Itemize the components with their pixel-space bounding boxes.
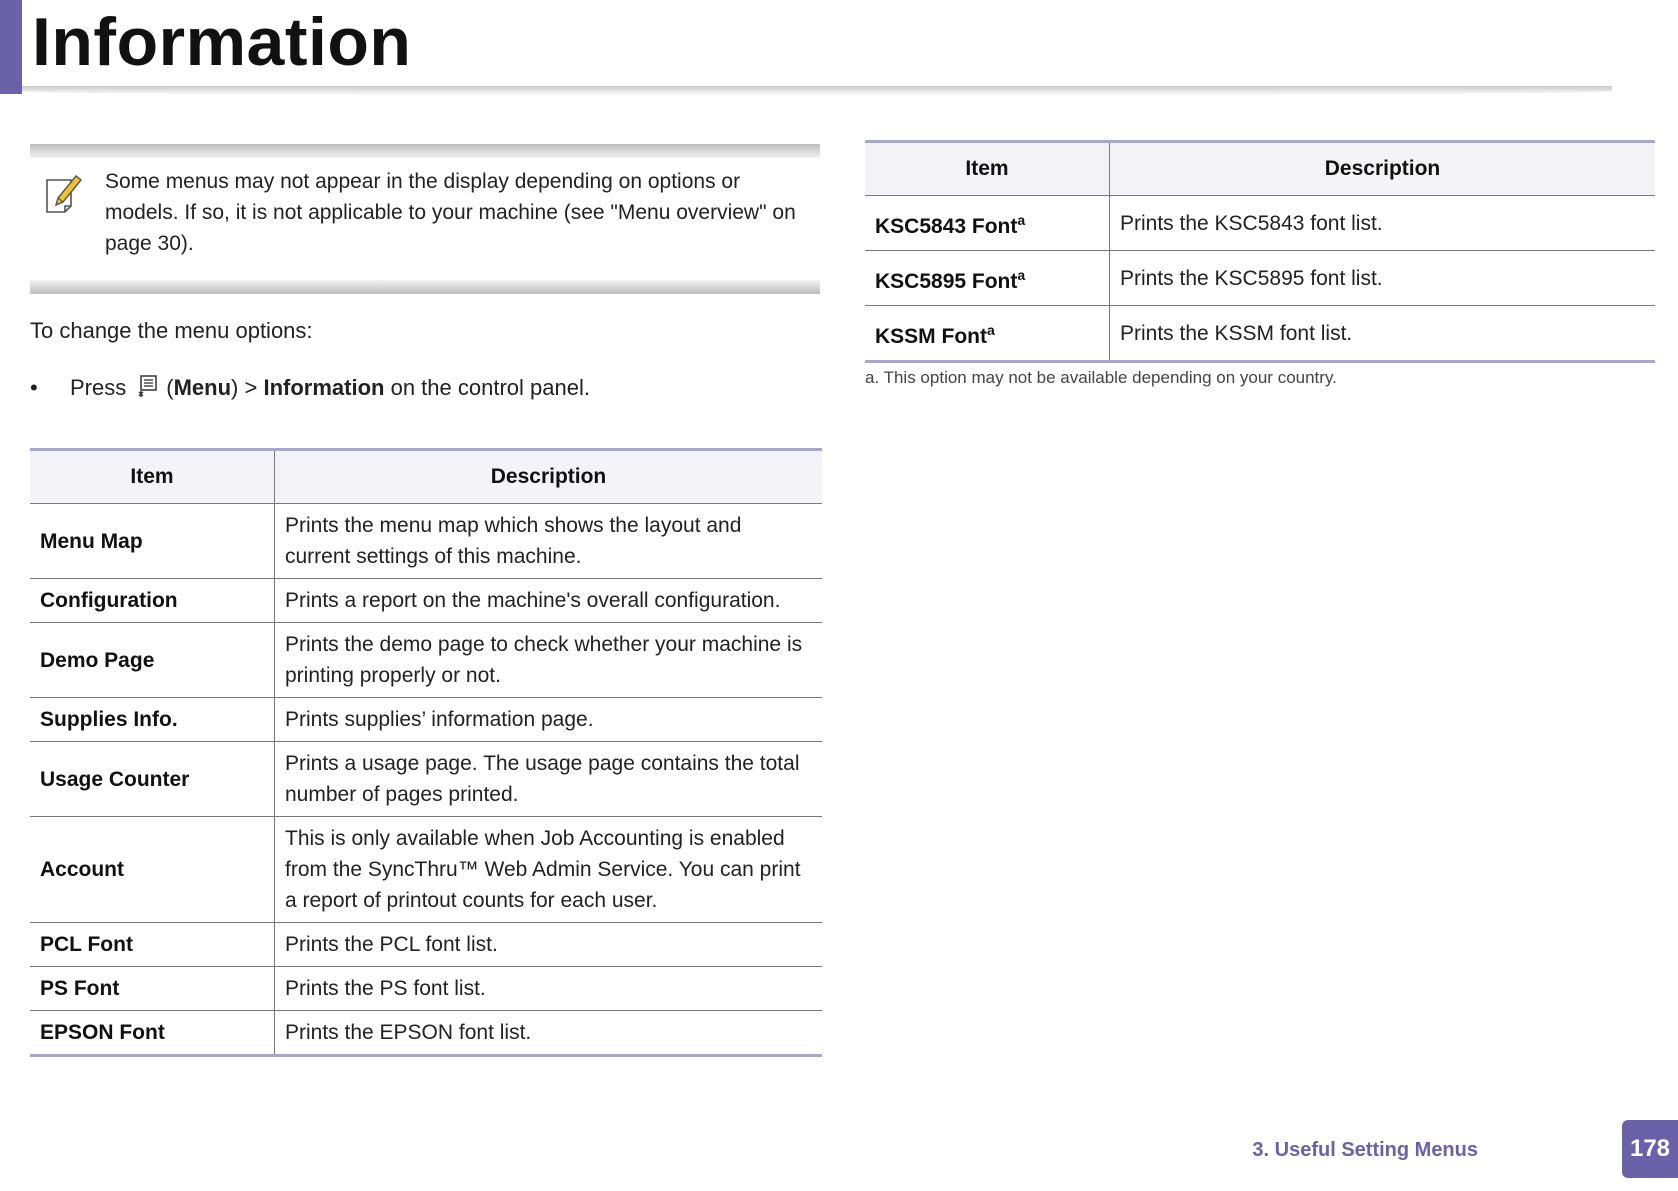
table-row (30, 817, 822, 923)
table-row (30, 742, 822, 817)
intro-text: To change the menu options: (30, 318, 313, 343)
information-menu-table (30, 448, 822, 1057)
row-description: Prints the menu map which shows the layout and current settings of this machine. (285, 514, 742, 568)
font-list-table (865, 140, 1655, 363)
footnote-marker: a (986, 321, 995, 338)
row-item-label: KSC5895 Font (875, 269, 1018, 293)
row-item (865, 196, 1110, 251)
step-close-gt: ) > (231, 375, 258, 400)
column-header-item: Item (865, 142, 1110, 196)
note-box (30, 144, 820, 294)
table-row (30, 1011, 822, 1056)
page-number: 178 (1622, 1120, 1678, 1178)
row-description: Prints supplies’ information page. (285, 708, 594, 731)
row-item: Account (30, 817, 275, 923)
table-header-row (865, 142, 1655, 196)
page-title: Information (32, 4, 412, 80)
table-row (30, 923, 822, 967)
row-item: EPSON Font (30, 1011, 275, 1056)
table-header-row (30, 450, 822, 504)
row-description: Prints the KSSM font list. (1120, 321, 1353, 345)
row-item: Menu Map (30, 504, 275, 579)
row-description: Prints a report on the machine's overall configuration. (285, 589, 781, 612)
row-description: Prints the EPSON font list. (285, 1021, 532, 1044)
note-text: Some menus may not appear in the display depending on options or models. If so, it is not applicable to your machine (see "Menu overview" on page 30). (105, 170, 796, 255)
row-item-label: KSSM Font (875, 324, 987, 348)
step-suffix: on the control panel. (390, 375, 590, 400)
footnote: a. This option may not be available depending on your country. (865, 368, 1337, 387)
row-item (865, 251, 1110, 306)
row-item: PCL Font (30, 923, 275, 967)
row-description: Prints the demo page to check whether your machine is printing properly or not. (285, 633, 803, 687)
footer-section-title: 3. Useful Setting Menus (1252, 1139, 1478, 1161)
row-item: PS Font (30, 967, 275, 1011)
note-top-bar (30, 144, 820, 158)
row-item-label: KSC5843 Font (875, 214, 1018, 238)
pencil-note-icon (44, 172, 84, 214)
bullet: • (30, 375, 38, 400)
table-row (30, 504, 822, 579)
row-description: Prints the PCL font list. (285, 933, 498, 956)
row-item: Supplies Info. (30, 698, 275, 742)
row-description: Prints the KSC5895 font list. (1120, 266, 1383, 290)
footnote-marker: a (1017, 266, 1026, 283)
step-instruction (30, 374, 590, 402)
title-divider (22, 86, 1612, 96)
row-item (865, 306, 1110, 362)
table-row (30, 579, 822, 623)
step-press: Press (70, 375, 127, 400)
row-item: Demo Page (30, 623, 275, 698)
table-row (30, 698, 822, 742)
menu-icon (134, 374, 160, 402)
note-bottom-bar (30, 280, 820, 294)
table-row (30, 967, 822, 1011)
row-description: This is only available when Job Accounting is enabled from the SyncThru™ Web Admin Service. You can print a report of printout counts for each user. (285, 827, 801, 912)
footnote-marker: a (1017, 211, 1026, 228)
row-description: Prints the KSC5843 font list. (1120, 211, 1383, 235)
table-row (30, 623, 822, 698)
step-target: Information (263, 375, 385, 400)
column-header-description: Description (1110, 142, 1656, 196)
table-row (865, 196, 1655, 251)
table-row (865, 306, 1655, 362)
header-accent-bar (0, 0, 22, 94)
column-header-item: Item (30, 450, 275, 504)
row-item: Configuration (30, 579, 275, 623)
table-row (865, 251, 1655, 306)
row-item: Usage Counter (30, 742, 275, 817)
step-open-paren: ( (166, 375, 174, 400)
step-menu-label: Menu (173, 375, 232, 400)
row-description: Prints the PS font list. (285, 977, 486, 1000)
column-header-description: Description (275, 450, 823, 504)
row-description: Prints a usage page. The usage page contains the total number of pages printed. (285, 752, 800, 806)
